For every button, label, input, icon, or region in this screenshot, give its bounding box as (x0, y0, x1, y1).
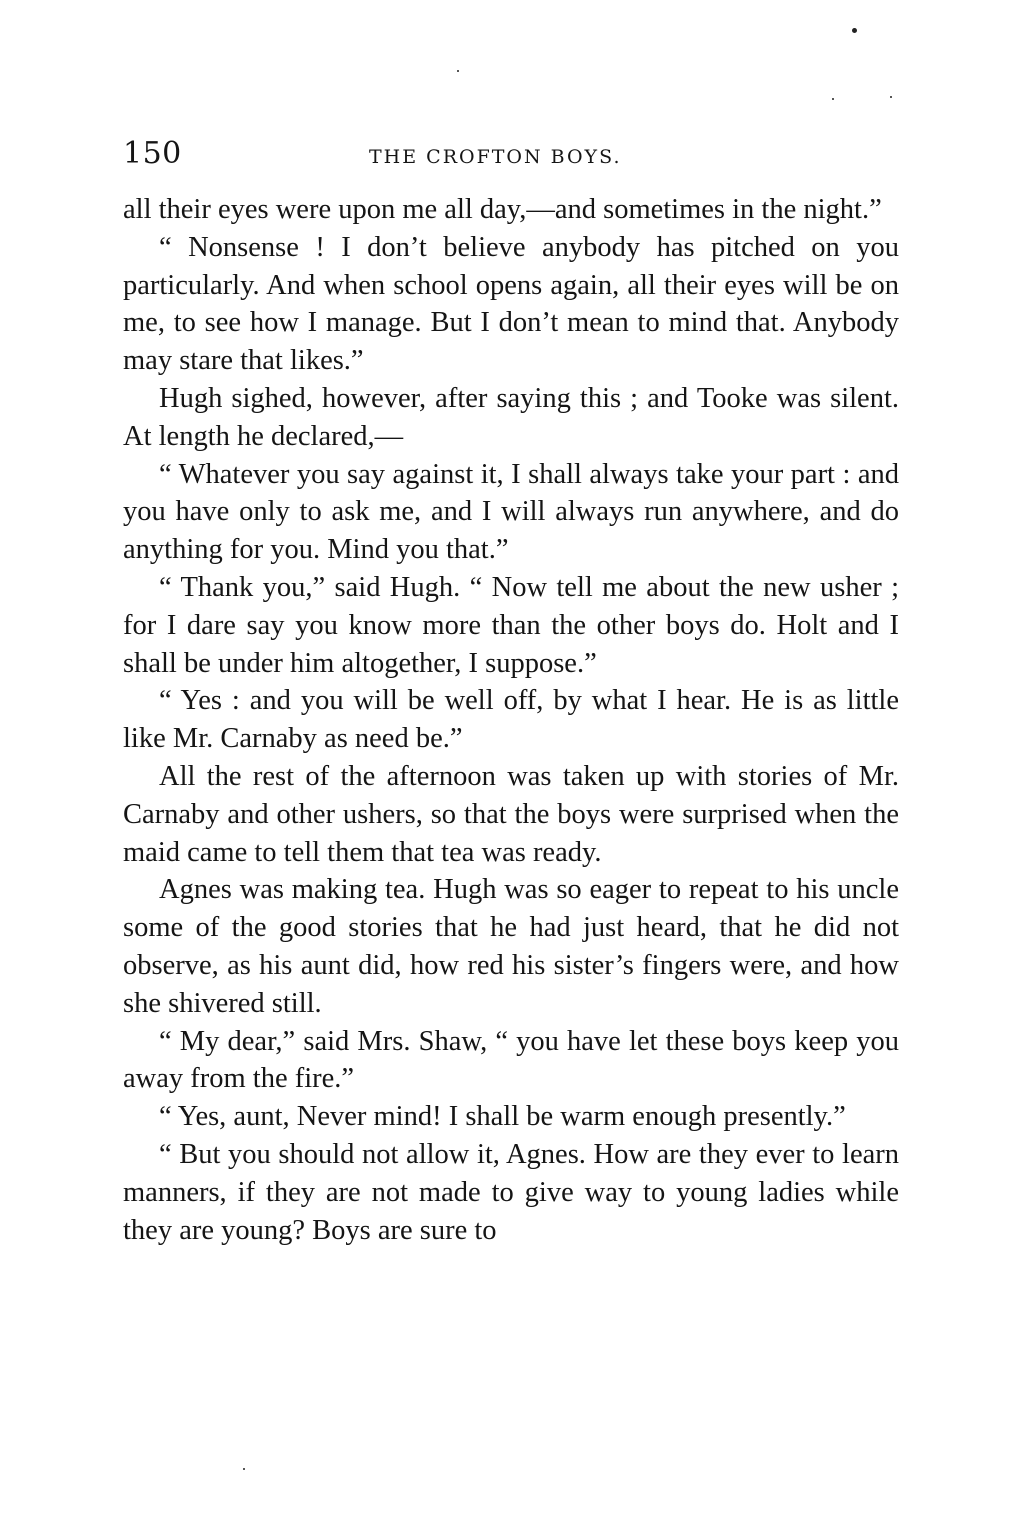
paragraph: “ But you should not allow it, Agnes. How are they ever to learn manners, if they are not made to give way to young ladies while they are young? Boys are sure to (123, 1138, 899, 1246)
ink-speck (852, 28, 857, 33)
paragraph: Hugh sighed, however, after saying this ; and Tooke was silent. At length he declared,— (123, 382, 899, 452)
paragraph: “ Nonsense ! I don’t believe anybody has pitched on you particularly. And when school opens again, all their eyes will be on me, to see how I manage. But I don’t mean to mind that. Anybody may stare that likes.” (123, 231, 899, 377)
paragraph: “ Yes : and you will be well off, by what I hear. He is as little like Mr. Carnaby as need be.” (123, 685, 899, 755)
paragraph: All the rest of the afternoon was taken up with stories of Mr. Carnaby and other ushers, so that the boys were surprised when the maid came to tell them that tea was ready. (123, 760, 899, 868)
ink-speck (890, 96, 892, 98)
paragraph: “ My dear,” said Mrs. Shaw, “ you have let these boys keep you away from the fire.” (123, 1025, 899, 1095)
paragraph: “ Whatever you say against it, I shall always take your part : and you have only to ask me, and I will always run anywhere, and do anything for you. Mind you that.” (123, 458, 899, 566)
paragraph: “ Thank you,” said Hugh. “ Now tell me about the new usher ; for I dare say you know more than the other boys do. Holt and I shall be under him altogether, I suppose.” (123, 571, 899, 679)
paragraph: Agnes was making tea. Hugh was so eager to repeat to his uncle some of the good stories that he had just heard, that he did not observe, as his aunt did, how red his sister’s fingers were, and how she shivered still. (123, 874, 899, 1019)
running-title: THE CROFTON BOYS. (369, 146, 622, 168)
paragraph: “ Yes, aunt, Never mind! I shall be warm enough presently.” (159, 1101, 846, 1133)
ink-speck (457, 70, 459, 72)
ink-speck (832, 98, 834, 100)
page-header (123, 136, 899, 176)
body-text (123, 191, 899, 1249)
ink-speck (243, 1468, 245, 1470)
page-number: 150 (123, 136, 182, 171)
paragraph: all their eyes were upon me all day,—and sometimes in the night.” (123, 194, 882, 225)
